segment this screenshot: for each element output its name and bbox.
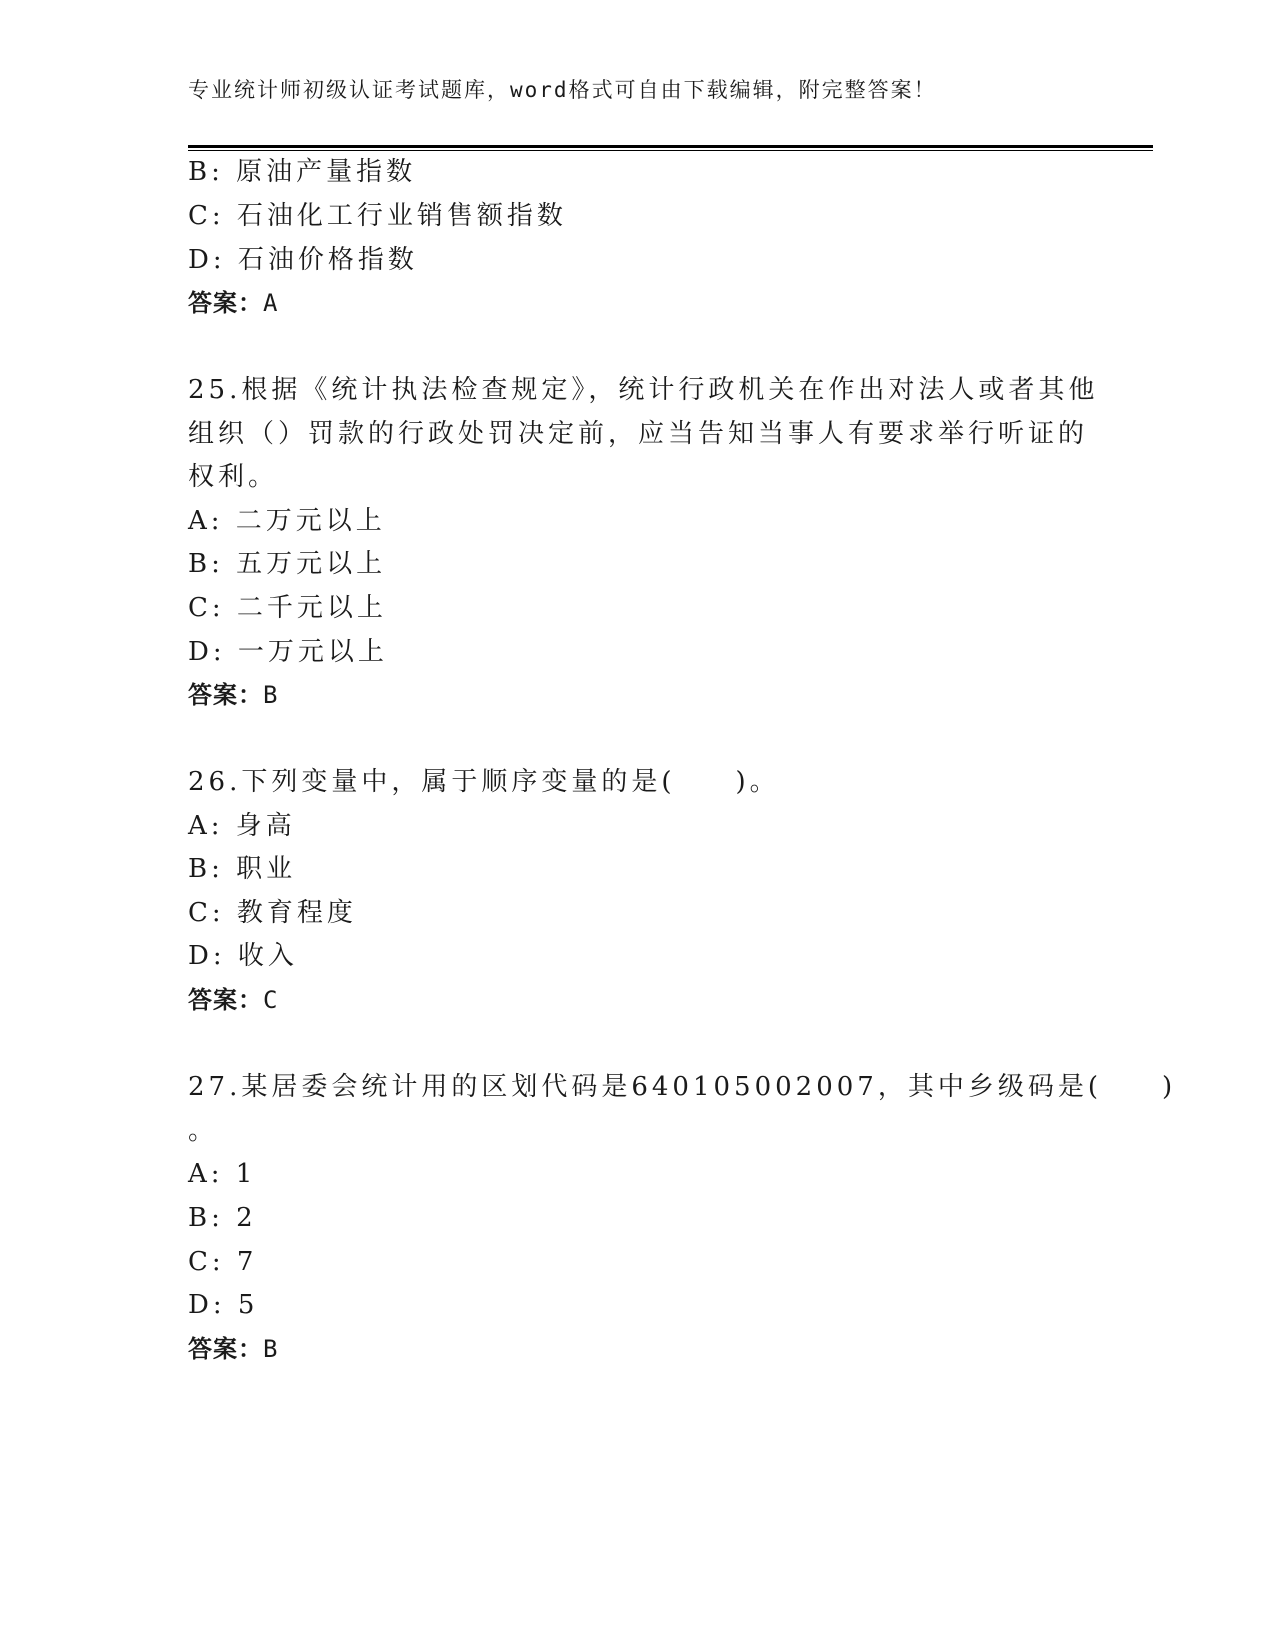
answer-label: 答案： [188, 289, 263, 317]
q27-option-d: D: 5 [188, 1290, 259, 1320]
q27-option-b: B: 2 [188, 1203, 257, 1233]
q24-option-c: C: 石油化工行业销售额指数 [188, 201, 567, 231]
q26-option-d: D: 收入 [188, 941, 298, 971]
answer-label: 答案： [188, 986, 263, 1014]
q25-option-c: C: 二千元以上 [188, 593, 387, 623]
answer-label: 答案： [188, 1335, 263, 1363]
answer-value: B [263, 681, 279, 709]
header-divider-thick [188, 145, 1153, 148]
q27-stem-line-1: 27.某居委会统计用的区划代码是640105002007，其中乡级码是( ) [188, 1072, 1177, 1102]
q27-option-a: A: 1 [188, 1159, 257, 1189]
page-header: 专业统计师初级认证考试题库，word格式可自由下载编辑，附完整答案！ [188, 78, 937, 102]
answer-value: A [263, 289, 279, 317]
q25-stem-line-1: 25.根据《统计执法检查规定》，统计行政机关在作出对法人或者其他 [188, 375, 1099, 405]
q27-answer [188, 1333, 278, 1365]
q25-option-d: D: 一万元以上 [188, 637, 388, 667]
q24-answer [188, 287, 278, 319]
q25-option-b: B: 五万元以上 [188, 549, 387, 579]
q26-stem-line-1: 26.下列变量中，属于顺序变量的是( )。 [188, 767, 780, 797]
answer-label: 答案： [188, 681, 263, 709]
q25-answer [188, 679, 278, 711]
q26-option-a: A: 身高 [188, 811, 296, 841]
q27-option-c: C: 7 [188, 1247, 258, 1277]
q25-stem-line-3: 权利。 [188, 462, 279, 492]
q26-answer [188, 984, 278, 1016]
header-divider-thin [188, 150, 1153, 151]
q27-stem-line-2: 。 [188, 1116, 219, 1146]
q26-option-c: C: 教育程度 [188, 898, 357, 928]
q26-option-b: B: 职业 [188, 854, 297, 884]
q25-option-a: A: 二万元以上 [188, 506, 386, 536]
q25-stem-line-2: 组织（）罚款的行政处罚决定前，应当告知当事人有要求举行听证的 [188, 419, 1089, 449]
answer-value: B [263, 1335, 279, 1363]
q24-option-d: D: 石油价格指数 [188, 245, 418, 275]
answer-value: C [263, 986, 279, 1014]
q24-option-b: B: 原油产量指数 [188, 157, 417, 187]
